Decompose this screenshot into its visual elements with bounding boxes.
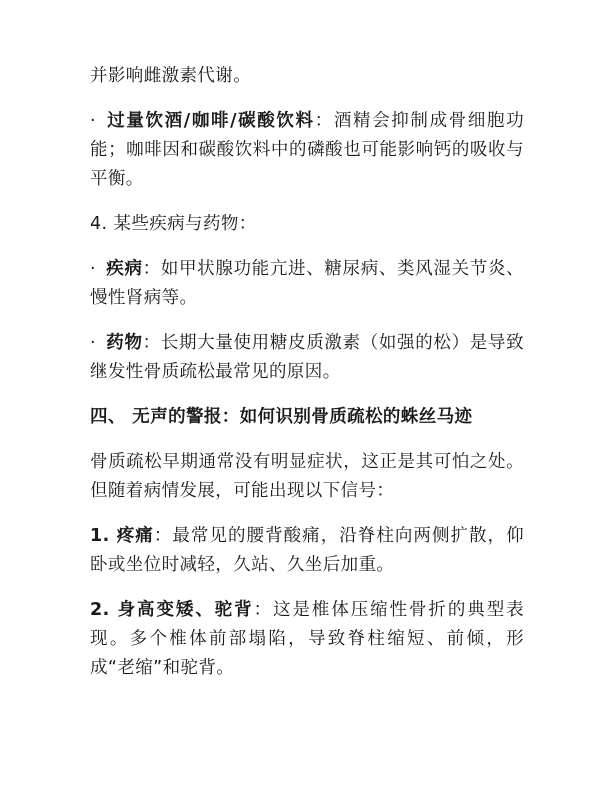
item-text: 最常见的腰背酸痛，沿脊柱向两侧扩散，仰卧或坐位时减轻，久站、久坐后加重。: [90, 526, 524, 575]
bullet-dot: ·: [90, 333, 96, 353]
section-heading-text: 四、 无声的警报：如何识别骨质疏松的蛛丝马迹: [90, 407, 473, 427]
bullet-dot: ·: [90, 259, 96, 279]
item-text: 这是椎体压缩性骨折的典型表现。多个椎体前部塌陷，导致脊柱缩短、前倾，形成“老缩”和驼背。: [90, 600, 525, 678]
item-term: 2. 身高变矮、驼背: [90, 600, 254, 620]
subheading-text: 4. 某些疾病与药物：: [90, 214, 257, 234]
bullet-term: 药物: [106, 333, 143, 353]
bullet-dot: ·: [90, 111, 96, 131]
bullet-term: 过量饮酒/咖啡/碳酸饮料: [106, 111, 315, 131]
bullet-colon: ：: [142, 259, 161, 279]
bullet-colon: ：: [142, 333, 161, 353]
item-colon: ：: [253, 600, 274, 620]
paragraph-text: 骨质疏松早期通常没有明显症状，这正是其可怕之处。但随着病情发展，可能出现以下信号：: [90, 452, 524, 501]
item-colon: ：: [153, 526, 173, 546]
paragraph-text: 并影响雌激素代谢。: [90, 66, 252, 86]
item-pain: [90, 522, 524, 580]
document-page: [90, 62, 524, 699]
paragraph-early-symptoms: [90, 448, 524, 506]
bullet-colon: ：: [314, 111, 334, 131]
subheading-diseases-drugs: [90, 210, 524, 239]
bullet-text: 长期大量使用糖皮质激素（如强的松）是导致继发性骨质疏松最常见的原因。: [90, 333, 524, 382]
bullet-text: 如甲状腺功能亢进、糖尿病、类风湿关节炎、慢性肾病等。: [90, 259, 524, 308]
paragraph-estrogen: [90, 62, 524, 91]
bullet-drugs: [90, 329, 524, 387]
bullet-diseases: [90, 255, 524, 313]
bullet-term: 疾病: [106, 259, 143, 279]
bullet-text: 酒精会抑制成骨细胞功能；咖啡因和碳酸饮料中的磷酸也可能影响钙的吸收与平衡。: [90, 111, 524, 189]
section-heading: [90, 403, 524, 432]
bullet-alcohol-coffee: [90, 107, 524, 194]
item-term: 1. 疼痛: [90, 526, 154, 546]
item-height-loss: [90, 596, 524, 683]
